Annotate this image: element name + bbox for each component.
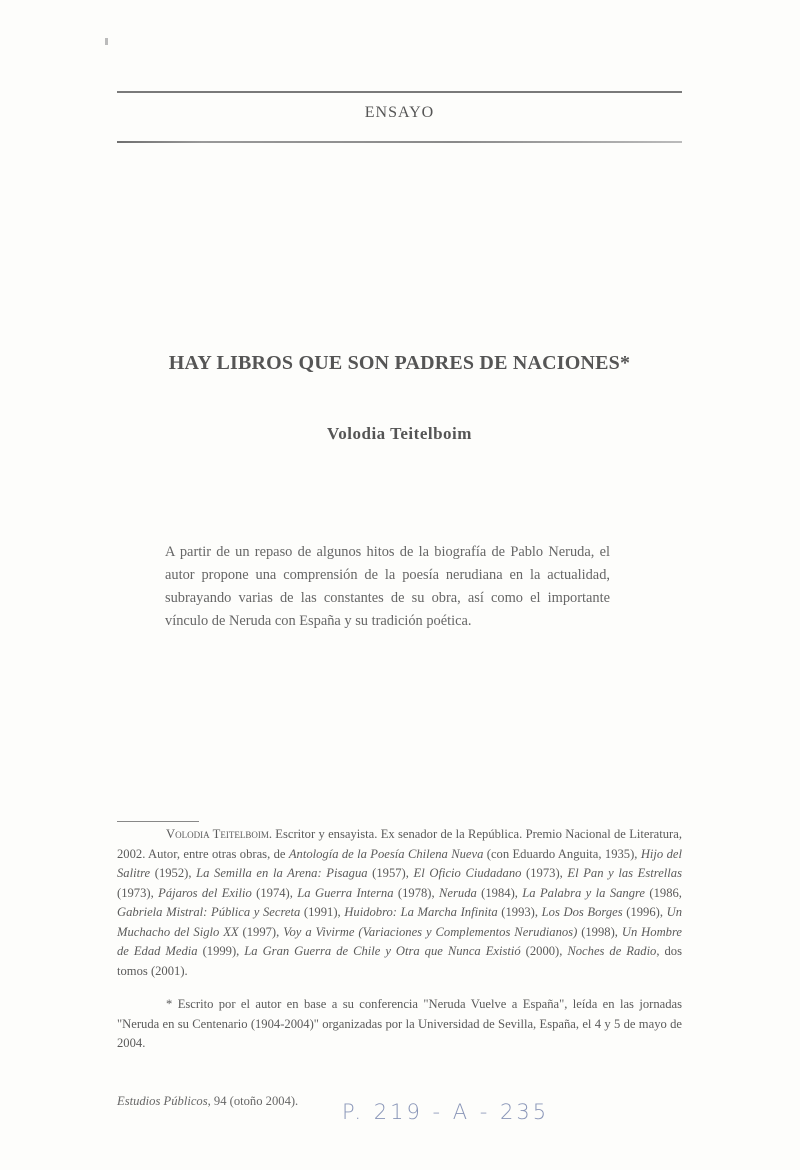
footnote-author	[117, 825, 682, 981]
work-title: Voy a Vivirme (Variaciones y Complementos Nerudianos)	[283, 924, 578, 939]
footnote-text: , dos tomos (2001).	[117, 944, 682, 978]
work-title: Gabriela Mistral: Pública y Secreta	[117, 905, 301, 919]
scan-speck	[105, 38, 108, 45]
article-author: Volodia Teitelboim	[327, 424, 472, 443]
work-title: Un Muchacho del Siglo XX	[117, 905, 683, 939]
work-title: La Gran Guerra de Chile y Otra que Nunca Existió	[244, 944, 521, 958]
footnote-text: (con Eduardo Anguita, 1935),	[483, 846, 641, 861]
footnote-text: (1957),	[367, 866, 414, 880]
footnote-text: (1986,	[645, 885, 682, 900]
work-title: Los Dos Borges	[541, 905, 623, 919]
footnote-star: * Escrito por el autor en base a su conferencia "Neruda Vuelve a España", leída en las jornadas "Neruda en su Centenario (1904-2004)" organizadas por la Universidad de Sevilla, España, el 4 y 5 de mayo de 2004.	[117, 997, 682, 1050]
footnote-text: (1993),	[497, 905, 542, 919]
work-title: Pájaros del Exilio	[158, 885, 252, 900]
footnote-text: (1974),	[251, 885, 298, 900]
work-title: Neruda	[439, 885, 477, 900]
footnote-author-name: Volodia Teitelboim.	[166, 827, 272, 841]
footnote-text: (1991),	[300, 905, 345, 919]
article-abstract: A partir de un repaso de algunos hitos de la biografía de Pablo Neruda, el autor propone una comprensión de la poesía nerudiana en la actualidad, subrayando varias de las constantes de su obra, así como el importante vínculo de Neruda con España y su tradición poética.	[165, 544, 610, 629]
work-title: La Palabra y la Sangre	[522, 885, 646, 900]
footnote-text: (1997),	[238, 924, 284, 939]
footnote-text: (1984),	[476, 885, 523, 900]
section-label: ENSAYO	[364, 104, 435, 121]
work-title: Un Hombre de Edad Media	[117, 924, 682, 958]
header-rule-top	[117, 91, 682, 93]
work-title: El Pan y las Estrellas	[567, 866, 682, 880]
work-title: Noches de Radio	[567, 944, 657, 958]
article-title: HAY LIBROS QUE SON PADRES DE NACIONES*	[168, 352, 631, 374]
journal-issue: , 94 (otoño 2004).	[207, 1094, 299, 1108]
work-title: La Guerra Interna	[297, 885, 394, 900]
footnote-text: (2000),	[520, 944, 568, 958]
footnote-text: (1978),	[393, 885, 440, 900]
footnote-text: (1998),	[577, 924, 622, 939]
footnote-text: (1952),	[150, 866, 197, 880]
work-title: Antología de la Poesía Chilena Nueva	[288, 846, 484, 861]
journal-name: Estudios Públicos	[117, 1094, 208, 1108]
footnote-text: (1973),	[117, 885, 159, 900]
work-title: Hijo del Salitre	[117, 846, 682, 880]
journal-citation	[117, 1094, 298, 1109]
work-title: El Oficio Ciudadano	[413, 866, 522, 880]
header-rule-bottom	[117, 141, 682, 143]
footnote-text: (1973),	[521, 866, 568, 880]
footnote-text: (1996),	[622, 905, 667, 919]
work-title: Huidobro: La Marcha Infinita	[344, 905, 498, 919]
footnote-text: (1999),	[197, 944, 245, 958]
handwritten-archive-code: P. 219 - A - 235	[342, 1100, 550, 1124]
work-title: La Semilla en la Arena: Pisagua	[196, 866, 368, 880]
footnote-separator	[117, 821, 199, 822]
footnote-text: Escritor y ensayista. Ex senador de la República. Premio Nacional de Literatura, 2002. Autor, entre otras obras, de	[117, 827, 682, 861]
